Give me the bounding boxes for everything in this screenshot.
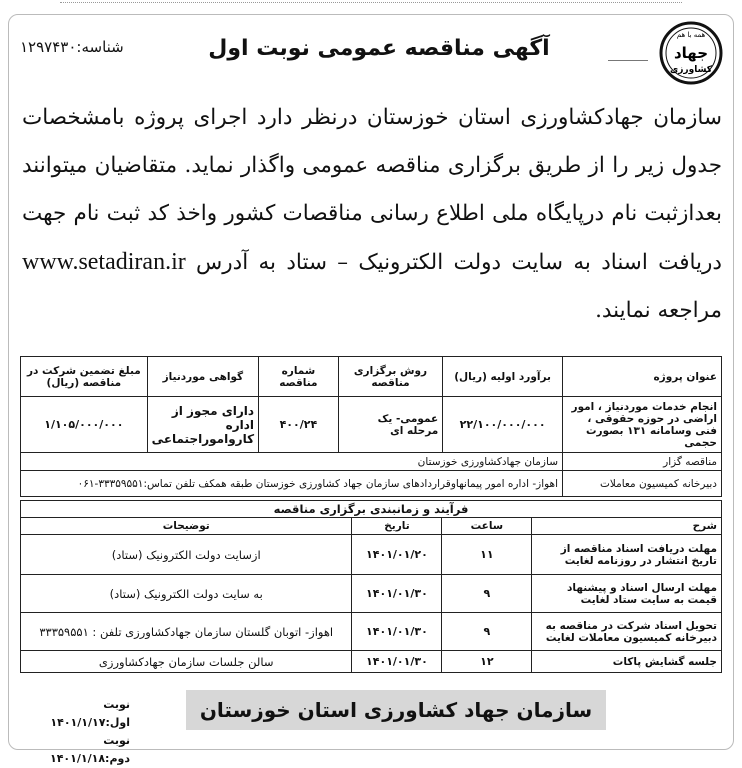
schedule-header-date: تاریخ	[352, 518, 442, 535]
top-strip	[0, 0, 742, 10]
table-row	[21, 575, 722, 613]
organizer-value: سازمان جهادکشاورزی خوزستان	[21, 453, 563, 471]
schedule-notes: ازسایت دولت الکترونیک (ستاد)	[21, 535, 352, 575]
svg-text:کشاورزی: کشاورزی	[670, 65, 712, 75]
header-guarantee: مبلغ تضمین شرکت در مناقصه (ریال)	[21, 357, 148, 397]
publication-dates	[20, 696, 130, 768]
schedule-date: ۱۴۰۱/۰۱/۳۰	[352, 613, 442, 651]
header-certificate: گواهی موردنیاز	[147, 357, 258, 397]
schedule-desc: جلسه گشایش پاکات	[532, 651, 722, 673]
schedule-notes: سالن جلسات سازمان جهادکشاورزی	[21, 651, 352, 673]
schedule-desc: مهلت ارسال اسناد و پیشنهاد قیمت به سایت ستاد لغایت	[532, 575, 722, 613]
schedule-table	[20, 500, 722, 673]
project-guarantee: ۱/۱۰۵/۰۰۰/۰۰۰	[21, 397, 148, 453]
table-row	[21, 613, 722, 651]
project-certificate: دارای مجوز از اداره کارواموراجتماعی	[147, 397, 258, 453]
schedule-header-notes: توضیحات	[21, 518, 352, 535]
schedule-date: ۱۴۰۱/۰۱/۳۰	[352, 651, 442, 673]
schedule-date: ۱۴۰۱/۰۱/۲۰	[352, 535, 442, 575]
table-row	[21, 535, 722, 575]
schedule-desc: مهلت دریافت اسناد مناقصه از تاریخ انتشار در روزنامه لغایت	[532, 535, 722, 575]
jahad-keshavarzi-logo	[656, 20, 726, 86]
project-number: ۴۰۰/۲۴	[259, 397, 339, 453]
ad-title: آگهی مناقصه عمومی نوبت اول	[208, 36, 550, 61]
table-row	[21, 651, 722, 673]
project-table	[20, 356, 722, 497]
setad-url: www.setadiran.ir	[22, 249, 186, 275]
header-method: روش برگزاری مناقصه	[338, 357, 443, 397]
header-title: عنوان پروژه	[563, 357, 722, 397]
decorative-line	[608, 60, 648, 61]
schedule-notes: اهواز- اتوبان گلستان سازمان جهادکشاورزی تلفن : ۳۳۳۵۹۵۵۱	[21, 613, 352, 651]
schedule-date: ۱۴۰۱/۰۱/۳۰	[352, 575, 442, 613]
project-title: انجام خدمات موردنیاز ، امور اراضی در حوزه حقوقی ، فنی وسامانه ۱۳۱ بصورت حجمی	[563, 397, 722, 453]
project-estimate: ۲۲/۱۰۰/۰۰۰/۰۰۰	[443, 397, 563, 453]
project-method: عمومی- یک مرحله ای	[338, 397, 443, 453]
header-estimate: برآورد اولیه (ریال)	[443, 357, 563, 397]
header-number: شماره مناقصه	[259, 357, 339, 397]
organizer-label: مناقصه گزار	[563, 453, 722, 471]
intro-paragraph: سازمان جهادکشاورزی استان خوزستان درنظر دارد اجرای پروژه بامشخصات جدول زیر را از طریق برگزاری مناقصه عمومی واگذار نماید. متقاضیان میتوانند بعدازثبت نام درپایگاه ملی اطلاع رسانی مناقصات کشور واخذ کد ثبت نام جهت دریافت اسناد به سایت دولت الکترونیک – ستاد به آدرس www.setadiran.ir مراجعه نمایند.	[22, 105, 722, 323]
ad-header	[14, 18, 728, 90]
schedule-hour: ۱۱	[442, 535, 532, 575]
schedule-hour: ۹	[442, 613, 532, 651]
schedule-header-hour: ساعت	[442, 518, 532, 535]
schedule-notes: به سایت دولت الکترونیک (ستاد)	[21, 575, 352, 613]
schedule-hour: ۹	[442, 575, 532, 613]
schedule-caption: فرآیند و زمانبندی برگزاری مناقصه	[21, 501, 722, 518]
svg-text:همه با هم: همه با هم	[676, 31, 706, 39]
footer-organization: سازمان جهاد کشاورزی استان خوزستان	[186, 690, 606, 730]
ad-id: شناسه:۱۲۹۷۴۳۰	[20, 38, 124, 56]
svg-text:جهاد: جهاد	[673, 44, 709, 62]
schedule-header-desc: شرح	[532, 518, 722, 535]
schedule-hour: ۱۲	[442, 651, 532, 673]
secretariat-label: دبیرخانه کمیسیون معاملات	[563, 471, 722, 497]
second-publication: نوبت دوم:۱۴۰۱/۱/۱۸	[50, 734, 130, 765]
secretariat-value: اهواز- اداره امور پیمانهاوقراردادهای سازمان جهاد کشاورزی خوزستان طبقه همکف تلفن تماس:۳۳۳۵۹۵۵۱-۰۶۱	[21, 471, 563, 497]
first-publication: نوبت اول:۱۴۰۱/۱/۱۷	[50, 698, 130, 729]
schedule-desc: تحویل اسناد شرکت در مناقصه به دبیرخانه کمیسیون معاملات لغایت	[532, 613, 722, 651]
